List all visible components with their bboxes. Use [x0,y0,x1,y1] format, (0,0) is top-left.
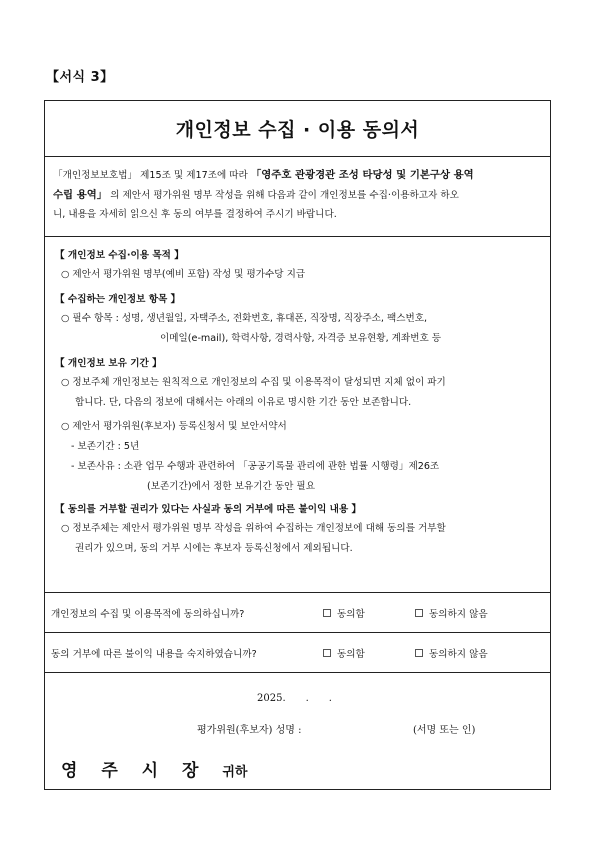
retention-docs-item: ○ 제안서 평가위원(후보자) 등록신청서 및 보안서약서 [61,421,287,432]
agree-checkbox[interactable] [323,609,331,617]
items-section-title: 【 수집하는 개인정보 항목 】 [55,294,181,305]
retention-paragraph-line-2: 합니다. 단, 다음의 정보에 대해서는 아래의 이유로 명시한 기간 동안 보존합니다. [75,397,412,408]
purpose-section-title: 【 개인정보 수집·이용 목적 】 [55,250,184,261]
refusal-line-2: 권리가 있으며, 동의 거부 시에는 후보자 등록신청에서 제외됩니다. [75,543,353,554]
intro-line-1 [53,165,542,185]
purpose-item: ○ 제안서 평가위원 명부(예비 포함) 작성 및 평가수당 지급 [61,269,306,280]
agree-label: 동의함 [337,608,365,620]
form-title: 개인정보 수집 · 이용 동의서 [175,119,420,141]
project-name-part-2: 수립 용역」 [53,189,108,201]
disagree-checkbox[interactable] [415,649,423,657]
items-line-2: 이메일(e-mail), 학력사항, 경력사항, 자격증 보유현황, 계좌번호 등 [160,333,442,344]
question-text: 동의 거부에 따른 불이익 내용을 숙지하였습니까? [51,648,257,660]
recipient-line [61,756,248,781]
recipient-name: 영 주 시 장 [61,761,208,781]
intro-paragraph [45,157,550,237]
consent-details [45,237,550,593]
retention-paragraph-line-1: ○ 정보주체 개인정보는 원칙적으로 개인정보의 수집 및 이용목적이 달성되면 지체 없이 파기 [61,377,446,388]
intro-prefix: 「개인정보보호법」 제15조 및 제17조에 따라 [53,170,251,181]
consent-question-collection [45,593,550,633]
consent-form [44,100,551,790]
signature-seal-label: (서명 또는 인) [413,725,476,736]
disagree-label: 동의하지 않음 [429,648,488,660]
form-number-label: 【서식 3】 [46,70,114,85]
disagree-label: 동의하지 않음 [429,608,488,620]
refusal-line-1: ○ 정보주체는 제안서 평가위원 명부 작성을 위하여 수집하는 개인정보에 대해 동의를 거부할 [61,523,446,534]
signer-name-label: 평가위원(후보자) 성명 : [197,725,302,736]
consent-question-refusal [45,633,550,673]
intro-line-2-text: 의 제안서 평가위원 명부 작성을 위해 다음과 같이 개인정보를 수집·이용하고자 하오 [107,190,459,201]
honorific: 귀하 [222,765,248,780]
intro-line-2 [53,185,542,205]
intro-line-3: 니, 내용을 자세히 읽으신 후 동의 여부를 결정하여 주시기 바랍니다. [53,209,337,220]
retention-reason-line-2: (보존기간)에서 정한 보유기간 동안 필요 [147,481,315,492]
agree-checkbox[interactable] [323,649,331,657]
date-field[interactable]: 2025. . . [257,693,332,704]
disagree-option[interactable] [415,606,488,620]
retention-period: - 보존기간 : 5년 [71,441,140,452]
signature-section [45,673,550,791]
retention-section-title: 【 개인정보 보유 기간 】 [55,358,162,369]
retention-reason-line-1: - 보존사유 : 소관 업무 수행과 관련하여 「공공기록물 관리에 관한 법률 시행령」제26조 [71,461,440,472]
items-line-1: ○ 필수 항목 : 성명, 생년월일, 자택주소, 전화번호, 휴대폰, 직장명, 직장주소, 팩스번호, [61,313,428,324]
title-row [45,101,550,157]
agree-option[interactable] [323,606,415,620]
agree-option[interactable] [323,646,415,660]
question-text: 개인정보의 수집 및 이용목적에 동의하십니까? [51,608,245,620]
agree-label: 동의함 [337,648,365,660]
disagree-checkbox[interactable] [415,609,423,617]
disagree-option[interactable] [415,646,488,660]
project-name-part-1: 「영주호 관광경관 조성 타당성 및 기본구상 용역 [250,169,474,181]
refusal-section-title: 【 동의를 거부할 권리가 있다는 사실과 동의 거부에 따른 불이익 내용 】 [55,504,362,515]
